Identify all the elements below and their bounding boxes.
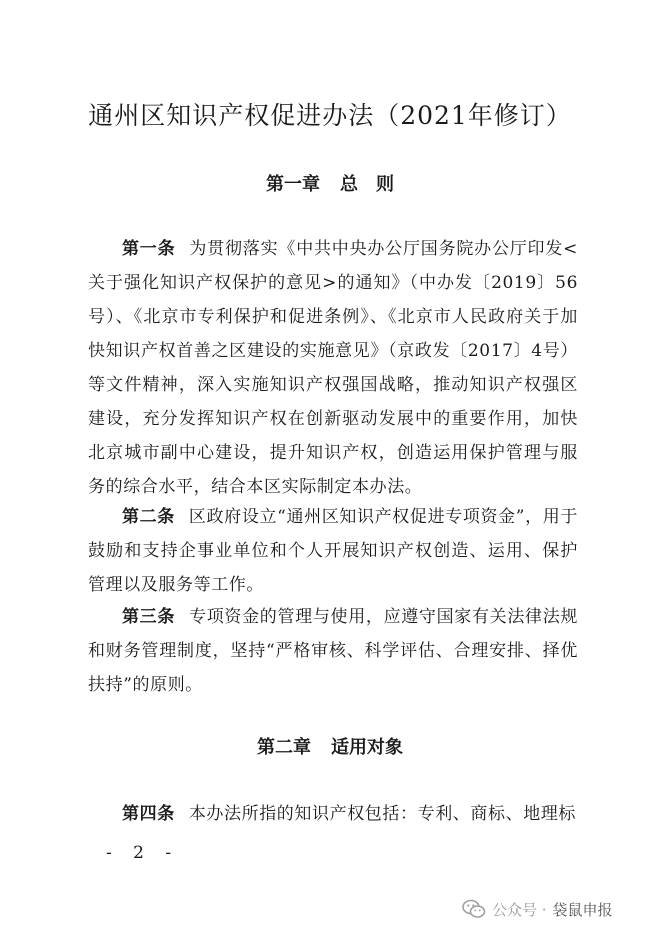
article-1 xyxy=(88,232,578,504)
article-3-text: 专项资金的管理与使用，应遵守国家有关法律法规和财务管理制度，坚持“严格审核、科学评估、合理安排、择优扶持”的原则。 xyxy=(88,607,578,695)
chapter-2-heading xyxy=(0,733,660,763)
watermark xyxy=(462,894,613,924)
article-4-text: 本办法所指的知识产权包括：专利、商标、地理标 xyxy=(188,804,577,824)
chapter-2-name: 适用对象 xyxy=(331,737,403,758)
chapter-1-name: 总 则 xyxy=(340,174,394,195)
watermark-label: 公众号 · xyxy=(492,900,547,919)
article-4 xyxy=(88,797,578,831)
article-2-head: 第二条 xyxy=(122,507,175,527)
document-title: 通州区知识产权促进办法（2021年修订） xyxy=(88,101,572,130)
article-1-head: 第一条 xyxy=(122,239,176,259)
article-2 xyxy=(88,500,578,602)
article-3 xyxy=(88,600,578,702)
watermark-brand: 袋鼠申报 xyxy=(552,900,613,919)
article-2-text: 区政府设立“通州区知识产权促进专项资金”，用于鼓励和支持企事业单位和个人开展知识产权创造、运用、保护管理以及服务等工作。 xyxy=(88,507,578,595)
chapter-1-label: 第一章 xyxy=(266,174,320,195)
article-3-head: 第三条 xyxy=(122,607,176,627)
wechat-icon xyxy=(462,899,486,919)
chapter-2-label: 第二章 xyxy=(257,737,311,758)
article-4-head: 第四条 xyxy=(122,804,175,824)
chapter-1-heading xyxy=(0,170,660,200)
page-number: - 2 - xyxy=(106,843,180,863)
article-1-text: 为贯彻落实《中共中央办公厅国务院办公厅印发<关于强化知识产权保护的意见>的通知》（中办发〔2019〕56号）、《北京市专利保护和促进条例》、《北京市人民政府关于加快知识产权首善之区建设的实施意见》（京政发〔2017〕4号）等文件精神，深入实施知识产权强国战略，推动知识产权强区建设，充分发挥知识产权在创新驱动发展中的重要作用，加快北京城市副中心建设，提升知识产权，创造运用保护管理与服务的综合水平，结合本区实际制定本办法。 xyxy=(88,239,578,497)
